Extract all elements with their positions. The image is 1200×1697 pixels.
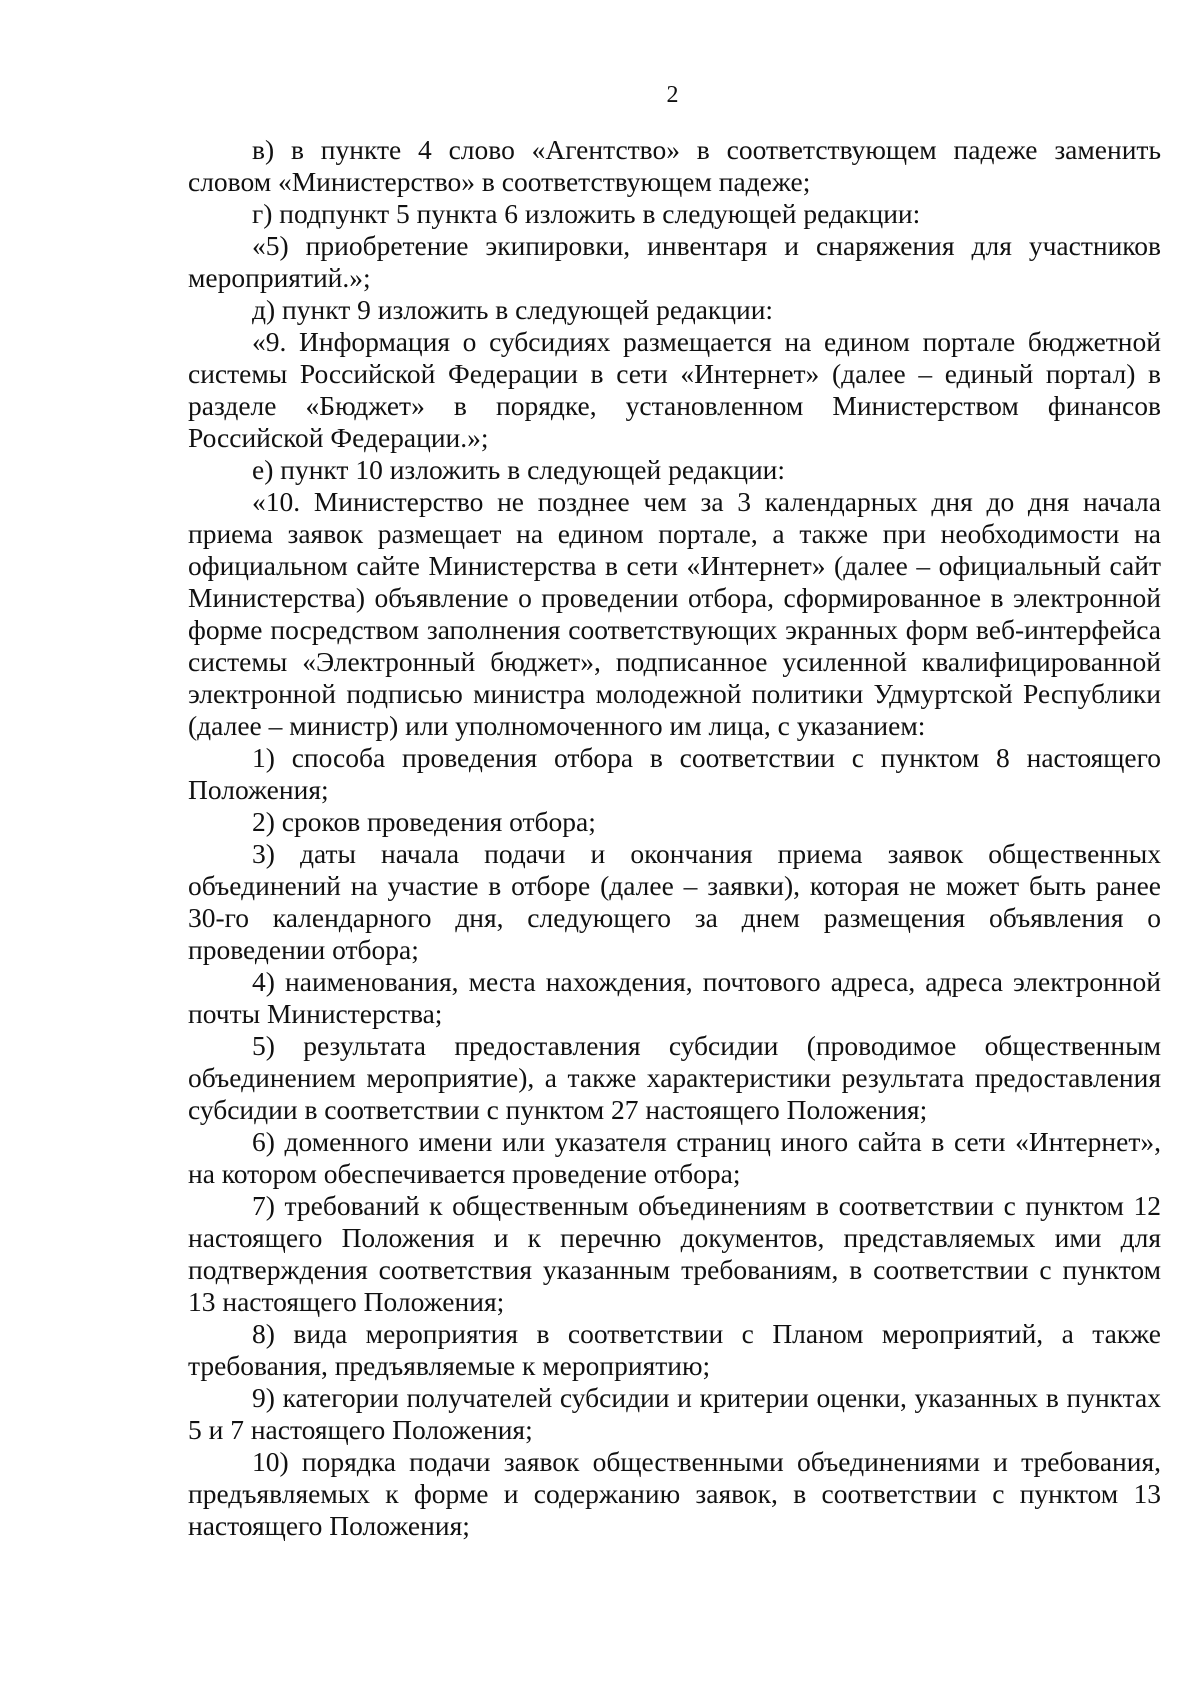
paragraph: 1) способа проведения отбора в соответствии с пунктом 8 настоящего Положения; <box>188 742 1161 805</box>
paragraph: 5) результата предоставления субсидии (проводимое общественным объединением мероприятие), а также характеристики результата предоставления субсидии в соответствии с пунктом 27 настоящего Положения; <box>188 1030 1161 1125</box>
paragraph: 6) доменного имени или указателя страниц иного сайта в сети «Интернет», на котором обеспечивается проведение отбора; <box>188 1126 1161 1189</box>
document-body <box>188 134 1161 1542</box>
paragraph: 3) даты начала подачи и окончания приема заявок общественных объединений на участие в отборе (далее – заявки), которая не может быть ранее 30-го календарного дня, следующего за днем размещения объявления о проведении отбора; <box>188 838 1161 965</box>
paragraph: 2) сроков проведения отбора; <box>252 806 596 837</box>
paragraph: 4) наименования, места нахождения, почтового адреса, адреса электронной почты Министерства; <box>188 966 1161 1029</box>
paragraph: в) в пункте 4 слово «Агентство» в соответствующем падеже заменить словом «Министерство» в соответствующем падеже; <box>188 134 1161 197</box>
paragraph: 10) порядка подачи заявок общественными объединениями и требования, предъявляемых к форме и содержанию заявок, в соответствии с пунктом 13 настоящего Положения; <box>188 1446 1161 1541</box>
paragraph: «5) приобретение экипировки, инвентаря и снаряжения для участников мероприятий.»; <box>188 230 1161 293</box>
paragraph: 8) вида мероприятия в соответствии с Планом мероприятий, а также требования, предъявляемые к мероприятию; <box>188 1318 1161 1381</box>
paragraph: г) подпункт 5 пункта 6 изложить в следующей редакции: <box>252 198 921 229</box>
paragraph: 7) требований к общественным объединениям в соответствии с пунктом 12 настоящего Положения и к перечню документов, представляемых ими для подтверждения соответствия указанным требованиям, в соответствии с пунктом 13 настоящего Положения; <box>188 1190 1161 1317</box>
paragraph: е) пункт 10 изложить в следующей редакции: <box>252 454 786 485</box>
paragraph: «10. Министерство не позднее чем за 3 календарных дня до дня начала приема заявок размещает на едином портале, а также при необходимости на официальном сайте Министерства в сети «Интернет» (далее – официальный сайт Министерства) объявление о проведении отбора, сформированное в электронной форме посредством заполнения соответствующих экранных форм веб-интерфейса системы «Электронный бюджет», подписанное усиленной квалифицированной электронной подписью министра молодежной политики Удмуртской Республики (далее – министр) или уполномоченного им лица, с указанием: <box>188 486 1161 741</box>
paragraph: 9) категории получателей субсидии и критерии оценки, указанных в пунктах 5 и 7 настоящего Положения; <box>188 1382 1161 1445</box>
paragraph: д) пункт 9 изложить в следующей редакции: <box>252 294 774 325</box>
page-number: 2 <box>666 82 679 108</box>
paragraph: «9. Информация о субсидиях размещается на едином портале бюджетной системы Российской Федерации в сети «Интернет» (далее – единый портал) в разделе «Бюджет» в порядке, установленном Министерством финансов Российской Федерации.»; <box>188 326 1161 453</box>
